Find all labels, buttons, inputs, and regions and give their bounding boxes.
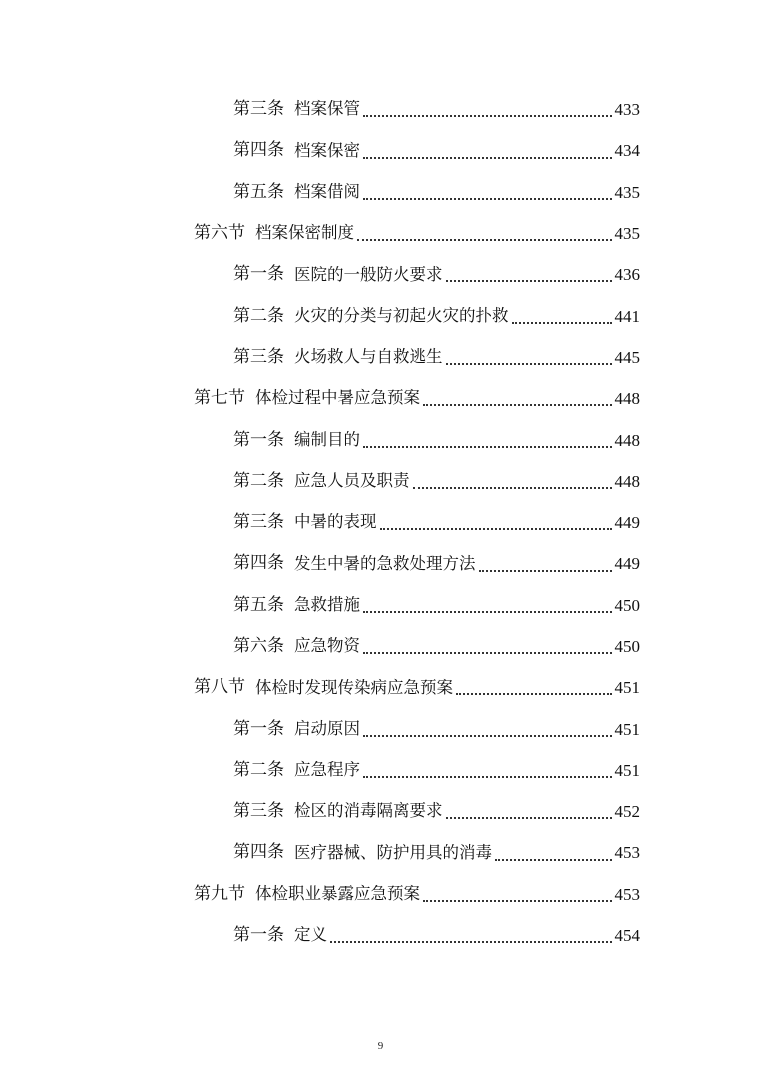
toc-entry-number: 第九节 (194, 883, 245, 904)
toc-article-entry[interactable] (0, 791, 640, 832)
toc-entry-number: 第二条 (233, 759, 284, 780)
toc-entry-number: 第一条 (233, 429, 284, 450)
toc-entry-title: 应急人员及职责 (294, 471, 410, 491)
toc-article-entry[interactable] (0, 915, 640, 956)
toc-entry-number: 第一条 (233, 925, 284, 946)
toc-entry-number: 第四条 (233, 842, 284, 863)
dot-leader (357, 238, 612, 241)
toc-entry-page: 451 (614, 678, 640, 698)
toc-entry-title: 档案保密制度 (255, 223, 354, 243)
toc-entry-title: 启动原因 (294, 718, 360, 738)
dot-leader (446, 816, 612, 819)
toc-entry-number: 第三条 (233, 99, 284, 120)
toc-entry-number: 第六节 (194, 223, 245, 244)
toc-entry-title: 应急程序 (294, 760, 360, 780)
toc-section-entry[interactable] (0, 213, 640, 254)
dot-leader (413, 486, 612, 489)
toc-entry-number: 第一条 (233, 718, 284, 739)
toc-section-entry[interactable] (0, 378, 640, 419)
toc-entry-page: 452 (614, 802, 640, 822)
toc-article-entry[interactable] (0, 626, 640, 667)
toc-entry-page: 454 (614, 926, 640, 946)
toc-entry-page: 449 (614, 554, 640, 574)
toc-entry-title: 档案保管 (294, 99, 360, 119)
toc-entry-page: 453 (614, 843, 640, 863)
toc-entry-number: 第三条 (233, 512, 284, 533)
toc-entry-page: 448 (614, 430, 640, 450)
toc-entry-page: 450 (614, 637, 640, 656)
toc-entry-number: 第六条 (233, 636, 284, 656)
toc-entry-page: 441 (614, 306, 640, 326)
toc-entry-page: 451 (614, 760, 640, 780)
toc-article-entry[interactable] (0, 708, 640, 749)
dot-leader (446, 362, 612, 365)
toc-section-entry[interactable] (0, 667, 640, 708)
dot-leader (380, 527, 612, 530)
toc-entry-title: 体检职业暴露应急预案 (255, 884, 420, 904)
toc-entry-title: 编制目的 (294, 429, 360, 449)
toc-entry-number: 第三条 (233, 801, 284, 822)
dot-leader (363, 734, 612, 737)
dot-leader (363, 651, 612, 654)
toc-entry-page: 451 (614, 719, 640, 739)
dot-leader (479, 569, 612, 572)
toc-section-entry[interactable] (0, 874, 640, 915)
dot-leader (363, 156, 612, 159)
toc-entry-title: 急救措施 (294, 594, 360, 614)
dot-leader (363, 445, 612, 448)
toc-article-entry[interactable] (0, 832, 640, 873)
dot-leader (363, 197, 612, 200)
toc-entry-title: 医疗器械、防护用具的消毒 (294, 842, 492, 862)
toc-article-entry[interactable] (0, 254, 640, 295)
toc-article-entry[interactable] (0, 295, 640, 336)
toc-entry-number: 第一条 (233, 264, 284, 285)
toc-entry-title: 应急物资 (294, 636, 360, 656)
dot-leader (456, 692, 612, 695)
toc-entry-page: 448 (614, 389, 640, 409)
dot-leader (363, 610, 612, 613)
toc-article-entry[interactable] (0, 461, 640, 502)
toc-entry-title: 检区的消毒隔离要求 (294, 801, 443, 821)
toc-entry-number: 第四条 (233, 140, 284, 161)
dot-leader (423, 403, 612, 406)
toc-entry-page: 448 (614, 471, 640, 491)
toc-entry-number: 第七节 (194, 388, 245, 409)
toc-article-entry[interactable] (0, 337, 640, 378)
toc-entry-number: 第二条 (233, 305, 284, 326)
toc-entry-page: 449 (614, 513, 640, 533)
toc-entry-number: 第五条 (233, 594, 284, 615)
toc-entry-number: 第八节 (194, 677, 245, 698)
toc-entry-number: 第四条 (233, 553, 284, 574)
toc-article-entry[interactable] (0, 419, 640, 460)
dot-leader (330, 940, 612, 943)
dot-leader (512, 321, 612, 324)
toc-entry-page: 435 (614, 182, 640, 202)
toc-entry-title: 档案保密 (294, 140, 360, 160)
toc-article-entry[interactable] (0, 172, 640, 213)
dot-leader (495, 858, 612, 861)
toc-entry-page: 436 (614, 265, 640, 285)
toc-article-entry[interactable] (0, 89, 640, 130)
toc-entry-page: 435 (614, 224, 640, 244)
toc-entry-title: 医院的一般防火要求 (294, 264, 443, 284)
page-number: 9 (377, 1040, 384, 1052)
toc-article-entry[interactable] (0, 750, 640, 791)
table-of-contents (0, 89, 761, 956)
toc-article-entry[interactable] (0, 585, 640, 626)
toc-article-entry[interactable] (0, 543, 640, 584)
toc-entry-title: 档案借阅 (294, 181, 360, 201)
toc-article-entry[interactable] (0, 130, 640, 171)
toc-entry-page: 433 (614, 100, 640, 120)
toc-entry-number: 第三条 (233, 346, 284, 367)
toc-entry-page: 445 (614, 347, 640, 367)
toc-entry-title: 体检时发现传染病应急预案 (255, 677, 453, 697)
toc-entry-page: 434 (614, 141, 640, 161)
toc-entry-title: 火灾的分类与初起火灾的扑救 (294, 305, 509, 325)
dot-leader (423, 899, 612, 902)
toc-entry-title: 中暑的表现 (294, 512, 377, 532)
toc-entry-page: 453 (614, 884, 640, 904)
toc-entry-title: 体检过程中暑应急预案 (255, 388, 420, 408)
dot-leader (363, 775, 612, 778)
toc-article-entry[interactable] (0, 502, 640, 543)
toc-entry-title: 发生中暑的急救处理方法 (294, 553, 476, 573)
dot-leader (363, 114, 612, 117)
toc-entry-number: 第五条 (233, 181, 284, 202)
toc-entry-number: 第二条 (233, 470, 284, 491)
toc-entry-title: 定义 (294, 925, 327, 945)
toc-entry-page: 450 (614, 595, 640, 615)
dot-leader (446, 279, 612, 282)
toc-entry-title: 火场救人与自救逃生 (294, 347, 443, 367)
